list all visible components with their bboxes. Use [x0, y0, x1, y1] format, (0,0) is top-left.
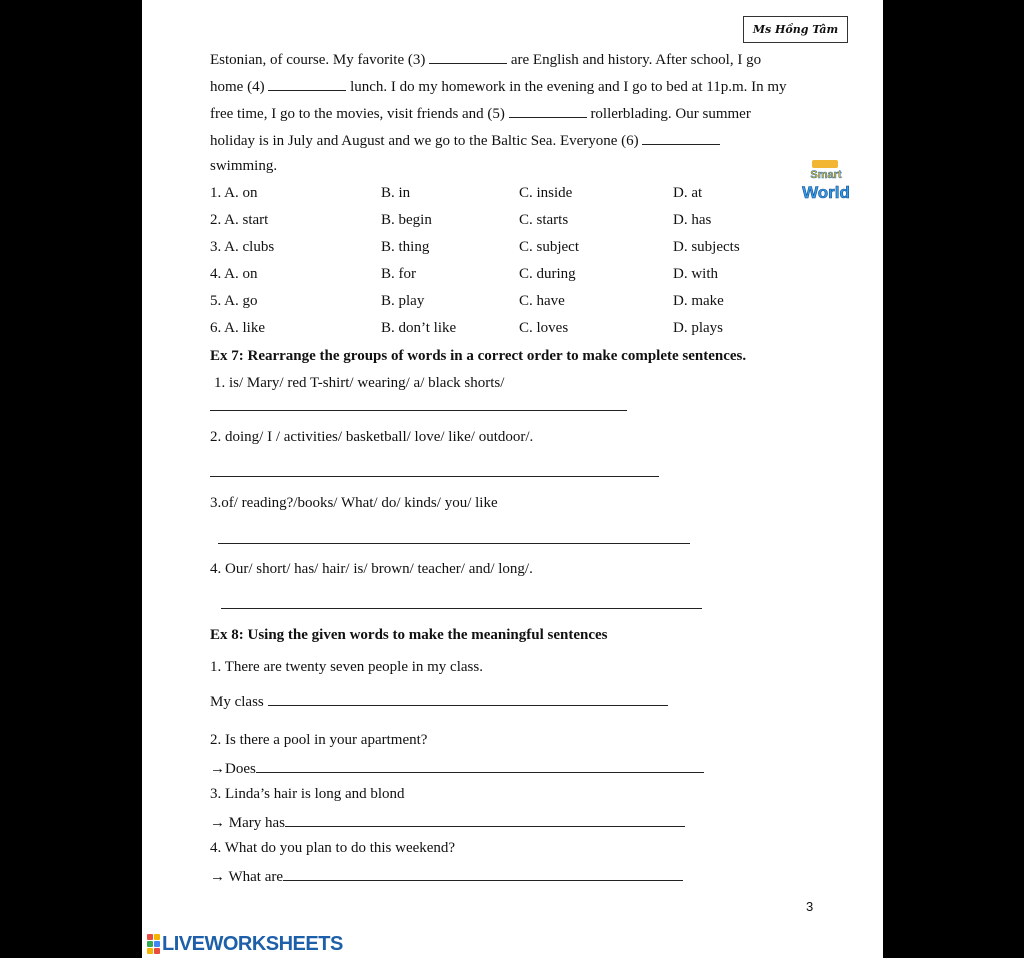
blank-3[interactable]	[429, 49, 507, 64]
teacher-name: Ms Hồng Tâm	[752, 23, 839, 36]
ex8-question-4: 4. What do you plan to do this weekend?	[210, 840, 456, 856]
passage-line-4: holiday is in July and August and we go to the Baltic Sea. Everyone (6)	[210, 130, 720, 150]
option-4d[interactable]: D. with	[673, 266, 718, 282]
passage-line-1: Estonian, of course. My favorite (3) are English and history. After school, I go	[210, 49, 761, 69]
option-3a[interactable]: 3. A. clubs	[210, 239, 275, 255]
option-2b[interactable]: B. begin	[381, 212, 432, 228]
ex7-item-3: 3.of/ reading?/books/ What/ do/ kinds/ you/ like	[210, 495, 498, 511]
liveworksheets-logo[interactable]	[147, 933, 343, 955]
ex8-question-3: 3. Linda’s hair is long and blond	[210, 786, 405, 802]
ex7-answer-line-3[interactable]	[218, 543, 690, 544]
option-3d[interactable]: D. subjects	[673, 239, 740, 255]
ex8-answer-line-2[interactable]	[256, 758, 704, 773]
teacher-badge	[743, 16, 848, 43]
option-4b[interactable]: B. for	[381, 266, 416, 282]
ex7-answer-line-1[interactable]	[210, 410, 627, 411]
passage-line-3: free time, I go to the movies, visit friends and (5) rollerblading. Our summer	[210, 103, 751, 123]
liveworksheets-icon	[147, 934, 160, 954]
option-2c[interactable]: C. starts	[519, 212, 569, 228]
ex7-answer-line-2[interactable]	[210, 476, 659, 477]
option-3c[interactable]: C. subject	[519, 239, 579, 255]
option-1a[interactable]: 1. A. on	[210, 185, 258, 201]
worksheet-page	[142, 0, 883, 958]
option-4a[interactable]: 4. A. on	[210, 266, 258, 282]
ex8-answer-2: →Does	[210, 758, 704, 778]
passage-line-2: home (4) lunch. I do my homework in the evening and I go to bed at 11p.m. In my	[210, 76, 787, 96]
option-6c[interactable]: C. loves	[519, 320, 569, 336]
blank-4[interactable]	[268, 76, 346, 91]
ex8-question-1: 1. There are twenty seven people in my class.	[210, 659, 483, 675]
option-1b[interactable]: B. in	[381, 185, 411, 201]
option-6d[interactable]: D. plays	[673, 320, 723, 336]
option-5a[interactable]: 5. A. go	[210, 293, 258, 309]
option-5c[interactable]: C. have	[519, 293, 565, 309]
smart-world-logo	[798, 158, 854, 208]
option-3b[interactable]: B. thing	[381, 239, 430, 255]
ex7-title: Ex 7: Rearrange the groups of words in a correct order to make complete sentences.	[210, 348, 747, 364]
option-1d[interactable]: D. at	[673, 185, 703, 201]
option-6a[interactable]: 6. A. like	[210, 320, 265, 336]
option-5d[interactable]: D. make	[673, 293, 724, 309]
logo-word-world: World	[802, 183, 850, 202]
ex7-answer-line-4[interactable]	[221, 608, 702, 609]
ex8-title: Ex 8: Using the given words to make the meaningful sentences	[210, 627, 608, 643]
liveworksheets-text: LIVEWORKSHEETS	[162, 932, 343, 955]
ex8-answer-line-1[interactable]	[268, 691, 668, 706]
ex7-item-2: 2. doing/ I / activities/ basketball/ love/ like/ outdoor/.	[210, 429, 534, 445]
blank-5[interactable]	[509, 103, 587, 118]
ex7-item-4: 4. Our/ short/ has/ hair/ is/ brown/ teacher/ and/ long/.	[210, 561, 533, 577]
option-5b[interactable]: B. play	[381, 293, 425, 309]
blank-6[interactable]	[642, 130, 720, 145]
option-2a[interactable]: 2. A. start	[210, 212, 269, 228]
passage-line-5: swimming.	[210, 158, 278, 174]
ex7-item-1: 1. is/ Mary/ red T-shirt/ wearing/ a/ black shorts/	[214, 375, 505, 391]
option-2d[interactable]: D. has	[673, 212, 712, 228]
ex8-answer-line-3[interactable]	[285, 812, 685, 827]
ex8-answer-4: → What are	[210, 866, 683, 886]
option-6b[interactable]: B. don’t like	[381, 320, 457, 336]
ex8-question-2: 2. Is there a pool in your apartment?	[210, 732, 428, 748]
logo-word-smart: Smart	[810, 169, 842, 181]
option-4c[interactable]: C. during	[519, 266, 576, 282]
logo-crown	[812, 160, 838, 168]
ex8-answer-3: → Mary has	[210, 812, 685, 832]
option-1c[interactable]: C. inside	[519, 185, 573, 201]
ex8-answer-1: My class	[210, 691, 668, 711]
page-number: 3	[806, 899, 814, 914]
ex8-answer-line-4[interactable]	[283, 866, 683, 881]
